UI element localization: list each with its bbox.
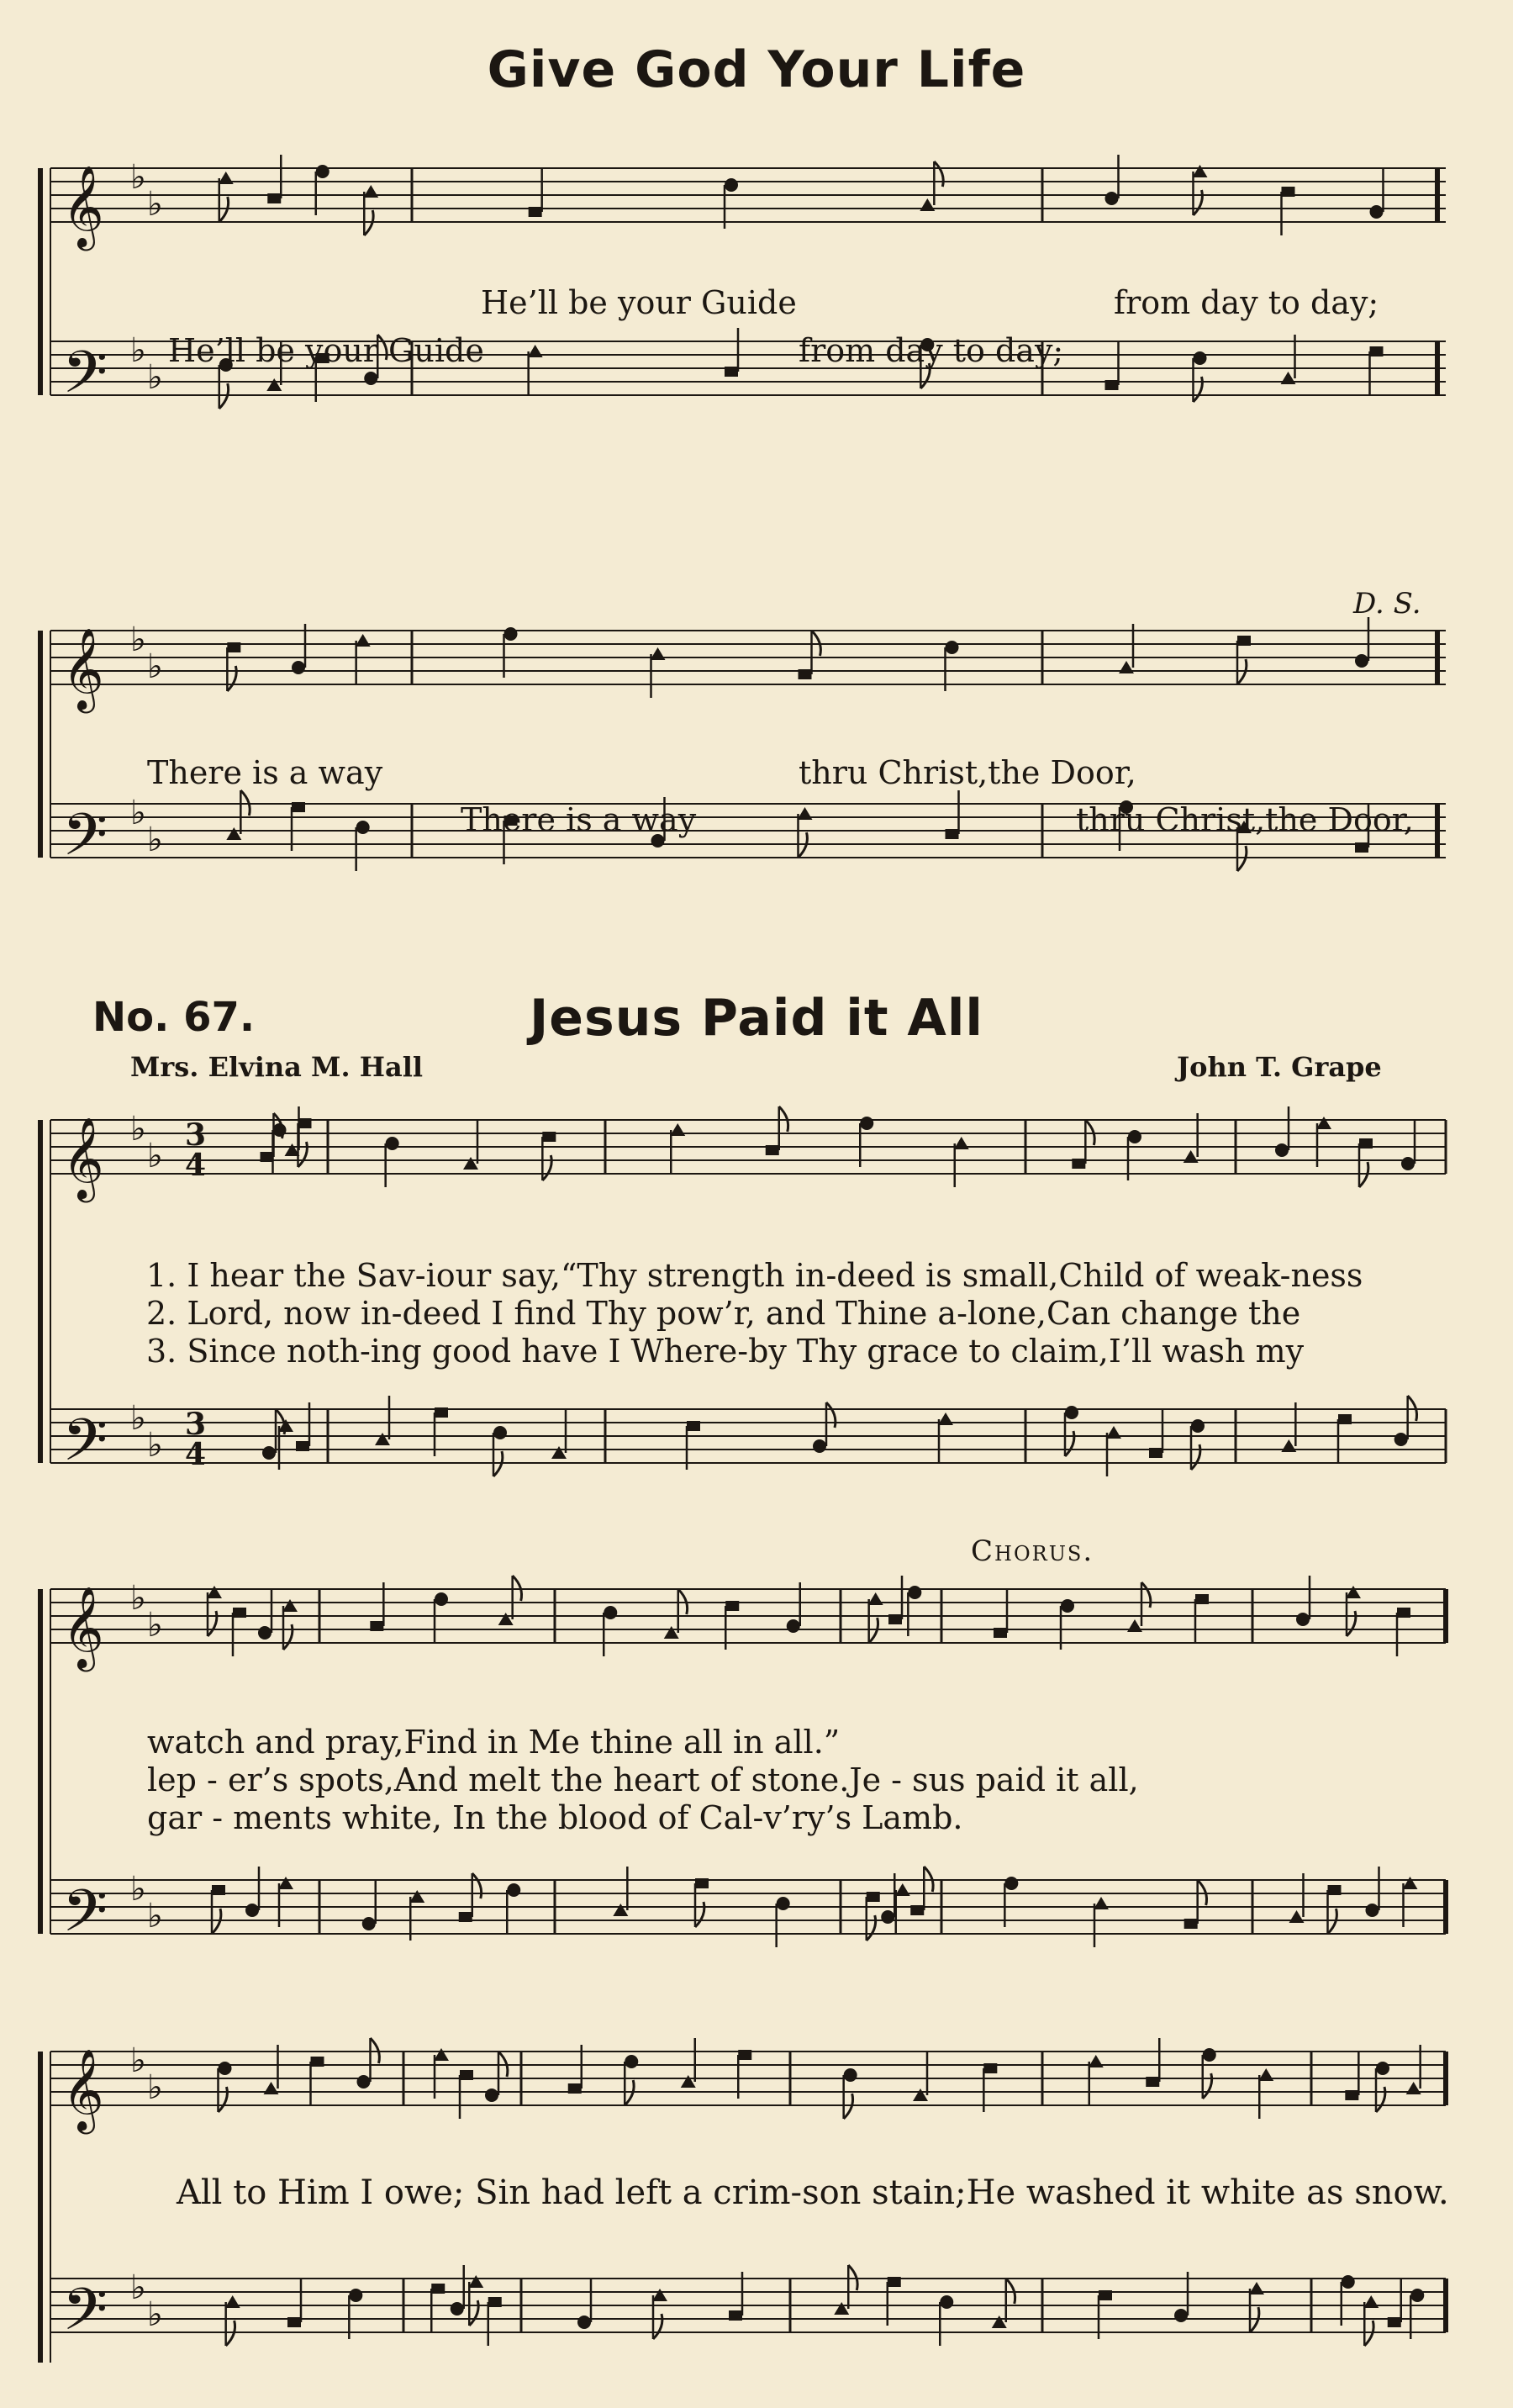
note-head — [507, 1883, 520, 1897]
note-head — [1338, 1414, 1352, 1424]
treble-clef-icon: 𝄞 — [62, 627, 104, 710]
lyric-phrase: He’ll be your Guide — [168, 332, 484, 369]
note-head — [1366, 1904, 1379, 1917]
note-head — [1105, 192, 1119, 205]
note-flag — [934, 161, 943, 187]
lyric-phrase: He’ll be your Guide — [481, 284, 797, 321]
note-head — [292, 802, 305, 812]
note-head — [267, 193, 281, 203]
note-head — [1094, 1897, 1109, 1909]
note-head — [920, 198, 935, 211]
note-head — [273, 1123, 287, 1137]
hymn-title-jesus-paid-it-all: Jesus Paid it All — [529, 989, 983, 1048]
flat-sign-icon: ♭ — [130, 1579, 146, 1618]
verse-line: 3. Since noth-ing good have I Where-by Thy grace to claim,I’ll wash my — [146, 1333, 1305, 1370]
note-head — [1403, 1877, 1418, 1889]
note-flag — [1376, 2087, 1385, 2112]
bass-clef-icon: 𝄢 — [62, 1406, 108, 1488]
note-head — [460, 2070, 473, 2080]
note-head — [738, 2050, 751, 2060]
note-head — [219, 2062, 232, 2075]
note-head — [687, 1421, 700, 1431]
note-head — [860, 1117, 873, 1130]
note-head — [435, 1592, 448, 1606]
note-head — [219, 172, 234, 184]
note-head — [386, 1137, 399, 1150]
note-head — [431, 2284, 445, 2294]
note-flag — [695, 1902, 704, 1927]
note-head — [983, 2063, 997, 2073]
note-head — [264, 2082, 279, 2094]
note-head — [1316, 1117, 1331, 1129]
note-head — [625, 2055, 638, 2068]
note-head — [1370, 205, 1384, 219]
note-head — [867, 1892, 880, 1902]
lyric-phrase: thru Christ,the Door, — [799, 754, 1136, 791]
note-head — [908, 1586, 921, 1599]
chorus-lyric-line: All to Him I owe; Sin had left a crim-son stain;He washed it white as snow. — [177, 2173, 1449, 2212]
note-head — [1406, 2082, 1421, 2094]
note-head — [1128, 1130, 1141, 1143]
flat-sign-icon: ♭ — [147, 1606, 163, 1645]
note-head — [409, 1890, 424, 1903]
note-head — [1194, 351, 1207, 365]
note-head — [316, 165, 329, 178]
note-flag — [283, 1624, 293, 1650]
note-head — [670, 1123, 685, 1136]
note-flag — [867, 1915, 876, 1941]
flat-sign-icon: ♭ — [130, 1399, 146, 1438]
author-credit: Mrs. Elvina M. Hall — [130, 1051, 423, 1083]
note-head — [946, 641, 959, 654]
hymn-title-give-god-your-life: Give God Your Life — [487, 40, 1026, 99]
note-head — [651, 647, 666, 660]
note-head — [1146, 2077, 1159, 2087]
treble-clef-icon: 𝄞 — [62, 165, 104, 247]
note-head — [282, 1599, 298, 1612]
note-head — [1106, 1426, 1121, 1439]
note-head — [1149, 1448, 1162, 1458]
note-head — [1193, 165, 1208, 177]
note-head — [364, 372, 377, 385]
note-head — [356, 634, 371, 647]
lyric-phrase: There is a way — [461, 801, 697, 838]
note-head — [261, 1152, 274, 1162]
time-signature-bottom: 4 — [185, 1148, 207, 1183]
note-head — [954, 1137, 969, 1149]
note-head — [262, 1446, 276, 1460]
lyric-phrase: thru Christ,the Door, — [1076, 801, 1414, 838]
note-head — [298, 1118, 312, 1128]
note-head — [1203, 2048, 1216, 2062]
lyric-phrase: from day to day; — [799, 332, 1064, 369]
note-head — [1346, 1586, 1361, 1598]
note-head — [729, 2310, 742, 2321]
note-head — [1237, 636, 1251, 646]
note-head — [568, 2083, 582, 2094]
flat-sign-icon: ♭ — [130, 2268, 146, 2307]
time-signature-bottom: 4 — [185, 1437, 207, 1472]
note-head — [1127, 1619, 1142, 1632]
bass-clef-icon: 𝄢 — [62, 800, 108, 883]
note-head — [493, 1426, 507, 1439]
note-head — [362, 1917, 376, 1930]
flat-sign-icon: ♭ — [130, 158, 146, 197]
bass-clef-icon: 𝄢 — [62, 1877, 108, 1959]
note-head — [798, 807, 813, 820]
note-head — [725, 178, 738, 192]
note-head — [1004, 1877, 1018, 1890]
flat-sign-icon: ♭ — [147, 1897, 163, 1935]
note-head — [245, 1904, 259, 1917]
note-head — [888, 1614, 902, 1624]
note-head — [910, 1905, 924, 1915]
note-head — [1195, 1594, 1209, 1604]
bass-clef-icon: 𝄢 — [62, 338, 108, 420]
note-head — [938, 1413, 953, 1425]
note-head — [766, 1145, 779, 1155]
note-head — [498, 1613, 514, 1625]
note-head — [435, 1407, 448, 1418]
lyric-phrase: from day to day; — [1114, 284, 1379, 321]
composer-credit: John T. Grape — [1177, 1051, 1382, 1083]
note-head — [1099, 2290, 1112, 2300]
note-head — [504, 627, 518, 641]
note-flag — [208, 1611, 217, 1636]
note-head — [356, 821, 370, 834]
lyric-phrase: There is a way — [147, 754, 383, 791]
flat-sign-icon: ♭ — [147, 647, 163, 686]
verse-line: 2. Lord, now in-deed I find Thy pow’r, and Thine a-lone,Can change the — [146, 1295, 1301, 1332]
note-head — [946, 829, 959, 839]
flat-sign-icon: ♭ — [130, 794, 146, 832]
note-head — [1410, 2289, 1424, 2302]
note-head — [604, 1606, 617, 1619]
note-head — [488, 2297, 502, 2307]
note-head — [528, 345, 543, 357]
note-head — [266, 378, 282, 391]
bass-clef-icon: 𝄢 — [62, 2275, 108, 2358]
note-head — [278, 1877, 293, 1889]
note-head — [1359, 1138, 1373, 1149]
note-head — [1363, 2295, 1379, 2308]
note-head — [1174, 2309, 1188, 2322]
flat-sign-icon: ♭ — [130, 1110, 146, 1149]
note-head — [468, 2275, 483, 2288]
note-head — [1342, 2275, 1355, 2289]
note-flag — [826, 1402, 836, 1428]
note-head — [681, 2075, 696, 2088]
note-head — [434, 2048, 449, 2061]
flat-sign-icon: ♭ — [147, 1426, 163, 1465]
chorus-label: Chorus. — [971, 1534, 1094, 1568]
note-head — [1282, 187, 1295, 197]
note-head — [1376, 2062, 1389, 2075]
note-flag — [469, 2300, 478, 2326]
note-head — [1355, 842, 1368, 853]
note-head — [1072, 1159, 1085, 1169]
flat-sign-icon: ♭ — [147, 821, 163, 859]
verse-line: gar - ments white, In the blood of Cal-v’ry’s Lamb. — [147, 1799, 963, 1836]
note-head — [1258, 2068, 1273, 2081]
note-head — [357, 2075, 371, 2089]
note-flag — [1191, 1444, 1200, 1470]
note-head — [868, 1592, 883, 1605]
verse-line: 1. I hear the Sav-iour say,“Thy strength in-deed is small,Child of weak-ness — [146, 1257, 1363, 1294]
note-head — [1061, 1599, 1074, 1613]
flat-sign-icon: ♭ — [130, 620, 146, 659]
note-head — [292, 661, 305, 674]
treble-clef-icon: 𝄞 — [62, 1117, 104, 1199]
note-head — [349, 2289, 362, 2302]
hymn-number: No. 67. — [92, 994, 256, 1041]
note-head — [787, 1619, 800, 1633]
note-flag — [1065, 1431, 1074, 1456]
note-flag — [1141, 1582, 1151, 1608]
note-head — [212, 1885, 225, 1895]
note-head — [1065, 1406, 1078, 1419]
note-head — [459, 1912, 472, 1922]
note-head — [652, 2289, 667, 2301]
flat-sign-icon: ♭ — [130, 1870, 146, 1909]
note-head — [233, 1608, 246, 1618]
flat-sign-icon: ♭ — [147, 2295, 163, 2334]
note-head — [207, 1586, 222, 1598]
note-head — [613, 1904, 628, 1916]
flat-sign-icon: ♭ — [147, 358, 163, 397]
note-head — [994, 1628, 1007, 1638]
note-head — [551, 1446, 567, 1459]
note-flag — [219, 2087, 228, 2112]
note-head — [370, 1621, 383, 1631]
note-head — [940, 2295, 953, 2309]
time-signature-top: 3 — [185, 1407, 207, 1442]
note-head — [1388, 2317, 1401, 2327]
note-head — [1370, 346, 1384, 356]
note-head — [451, 2302, 464, 2316]
note-head — [888, 2277, 901, 2287]
flat-sign-icon: ♭ — [130, 331, 146, 370]
note-head — [463, 1157, 478, 1170]
note-head — [1191, 1419, 1205, 1433]
note-head — [813, 1439, 826, 1453]
note-head — [1089, 2055, 1104, 2067]
note-head — [363, 185, 378, 198]
note-head — [695, 1878, 709, 1888]
note-flag — [1347, 1611, 1356, 1636]
note-flag — [653, 2314, 662, 2339]
ds-marking: D. S. — [1353, 587, 1421, 620]
note-head — [1397, 1608, 1410, 1618]
note-head — [1394, 1433, 1408, 1446]
note-head — [881, 1910, 894, 1924]
note-head — [485, 2089, 498, 2102]
verse-line: lep - er’s spots,And melt the heart of stone.Je - sus paid it all, — [147, 1761, 1139, 1798]
note-head — [725, 1601, 739, 1611]
time-signature-top: 3 — [185, 1117, 207, 1153]
treble-clef-icon: 𝄞 — [62, 2048, 104, 2131]
note-head — [1184, 1919, 1198, 1929]
note-head — [1249, 2282, 1264, 2294]
note-head — [258, 1626, 271, 1640]
note-head — [375, 1433, 390, 1445]
note-head — [226, 827, 241, 840]
note-head — [777, 1897, 790, 1910]
verse-line: watch and pray,Find in Me thine all in all.” — [147, 1724, 841, 1761]
note-flag — [1203, 2073, 1212, 2099]
note-head — [1275, 1143, 1289, 1157]
note-head — [844, 2068, 857, 2082]
note-head — [311, 2057, 324, 2067]
note-flag — [1194, 190, 1203, 215]
note-head — [227, 642, 240, 652]
note-head — [1119, 661, 1134, 673]
flat-sign-icon: ♭ — [147, 185, 163, 224]
note-head — [992, 2316, 1007, 2328]
note-head — [1345, 2090, 1358, 2100]
note-head — [1355, 654, 1368, 668]
note-head — [529, 207, 542, 217]
note-flag — [1194, 377, 1203, 402]
note-head — [1105, 380, 1119, 390]
note-head — [1296, 1613, 1310, 1626]
note-head — [799, 669, 812, 679]
treble-clef-icon: 𝄞 — [62, 1586, 104, 1668]
flat-sign-icon: ♭ — [130, 2041, 146, 2080]
note-head — [542, 1132, 556, 1142]
note-head — [287, 2317, 301, 2327]
note-head — [725, 367, 738, 377]
note-flag — [472, 1873, 482, 1898]
note-head — [664, 1626, 679, 1639]
note-head — [577, 2316, 591, 2329]
note-head — [1281, 1439, 1296, 1452]
note-flag — [542, 1155, 551, 1180]
note-head — [913, 2089, 928, 2101]
note-head — [834, 2302, 849, 2315]
note-head — [1328, 1885, 1342, 1895]
note-head — [1401, 1157, 1415, 1170]
note-flag — [227, 666, 236, 691]
note-head — [895, 1883, 910, 1896]
note-head — [278, 1419, 293, 1432]
note-head — [1184, 1150, 1199, 1163]
note-head — [225, 2295, 240, 2308]
flat-sign-icon: ♭ — [147, 2068, 163, 2107]
flat-sign-icon: ♭ — [147, 1137, 163, 1175]
note-head — [296, 1441, 309, 1451]
note-head — [1281, 372, 1296, 384]
note-head — [1289, 1910, 1305, 1923]
